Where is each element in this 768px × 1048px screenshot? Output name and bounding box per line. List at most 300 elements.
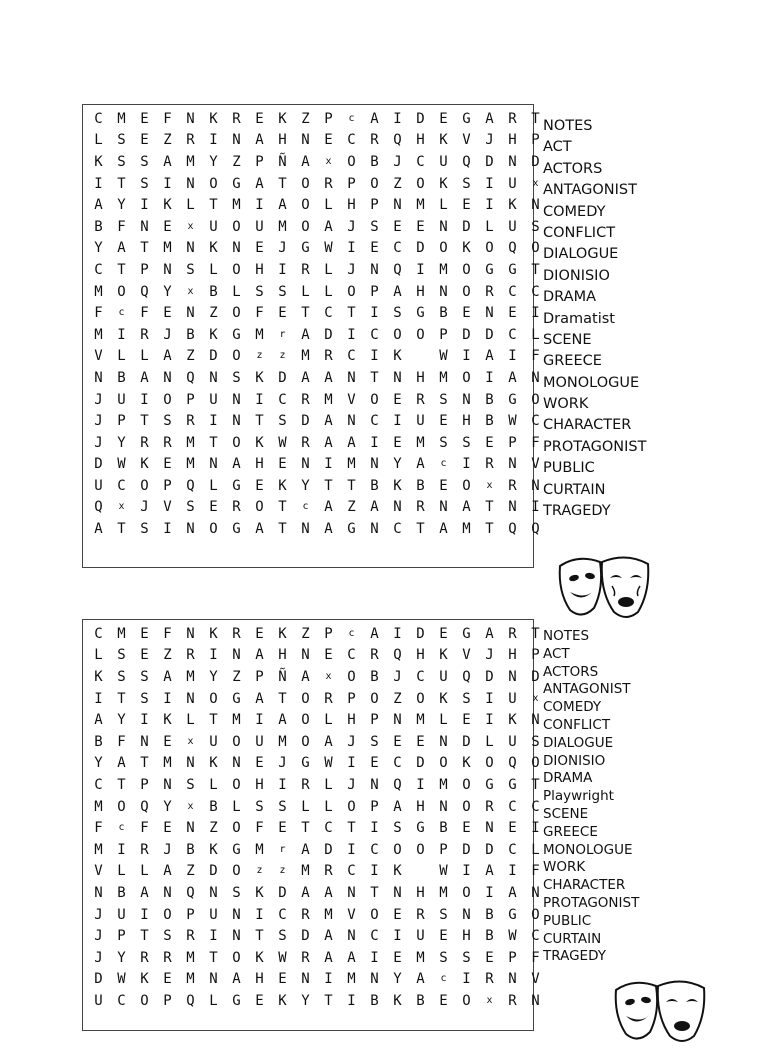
grid-letter: U	[209, 391, 218, 408]
grid-letter: I	[370, 434, 379, 451]
grid-letter: E	[163, 733, 172, 750]
grid-letter: M	[301, 863, 310, 880]
grid-letter: E	[140, 625, 149, 642]
word-list-item: CHARACTER	[543, 417, 632, 434]
grid-letter: Y	[209, 668, 218, 685]
grid-letter: O	[347, 668, 356, 685]
grid-letter: T	[531, 261, 540, 278]
grid-letter: K	[439, 175, 448, 192]
grid-letter: U	[209, 906, 218, 923]
grid-letter: C	[94, 625, 103, 642]
grid-letter: U	[439, 668, 448, 685]
grid-letter: Y	[117, 434, 126, 451]
grid-letter: E	[393, 949, 402, 966]
grid-letter: I	[416, 776, 425, 793]
grid-letter: P	[117, 928, 126, 945]
grid-letter: J	[163, 326, 172, 343]
grid-row	[87, 367, 547, 389]
grid-row	[87, 475, 547, 497]
grid-letter: K	[255, 884, 264, 901]
grid-letter: P	[370, 712, 379, 729]
grid-letter: T	[117, 521, 126, 538]
grid-letter: N	[370, 261, 379, 278]
grid-letter: N	[209, 971, 218, 988]
grid-letter: O	[232, 949, 241, 966]
grid-letter: A	[140, 369, 149, 386]
grid-letter: N	[232, 755, 241, 772]
grid-letter: N	[393, 499, 402, 516]
grid-letter: z	[279, 865, 286, 877]
word-list-item: DRAMA	[543, 289, 597, 306]
grid-letter: K	[209, 110, 218, 127]
grid-letter: T	[140, 413, 149, 430]
grid-letter: M	[439, 884, 448, 901]
grid-letter: I	[324, 456, 333, 473]
grid-letter: H	[416, 132, 425, 149]
grid-letter: C	[278, 391, 287, 408]
grid-letter: I	[324, 971, 333, 988]
grid-letter: O	[462, 776, 471, 793]
grid-row	[87, 947, 547, 969]
grid-letter: Z	[186, 863, 195, 880]
grid-letter: Z	[186, 348, 195, 365]
grid-letter: L	[209, 992, 218, 1009]
grid-letter: T	[416, 521, 425, 538]
grid-letter: J	[347, 218, 356, 235]
grid-row	[87, 904, 547, 926]
grid-letter: G	[416, 820, 425, 837]
grid-letter: c	[118, 822, 125, 834]
grid-letter: P	[324, 625, 333, 642]
grid-letter: L	[117, 863, 126, 880]
grid-letter: W	[278, 949, 287, 966]
grid-letter: O	[439, 755, 448, 772]
grid-letter: I	[462, 971, 471, 988]
grid-letter: Q	[94, 499, 103, 516]
grid-letter: Q	[508, 240, 517, 257]
grid-letter: Q	[462, 153, 471, 170]
grid-letter: L	[232, 798, 241, 815]
grid-letter: R	[324, 863, 333, 880]
grid-letter: B	[485, 906, 494, 923]
grid-letter: M	[439, 776, 448, 793]
grid-letter: P	[439, 841, 448, 858]
grid-letter: C	[531, 928, 540, 945]
grid-letter: Q	[508, 521, 517, 538]
grid-letter: N	[370, 776, 379, 793]
grid-letter: H	[347, 197, 356, 214]
grid-letter: A	[117, 755, 126, 772]
grid-letter: E	[255, 755, 264, 772]
grid-letter: S	[278, 798, 287, 815]
grid-letter: N	[186, 240, 195, 257]
grid-letter: O	[485, 755, 494, 772]
grid-letter: Q	[186, 992, 195, 1009]
grid-letter: I	[485, 369, 494, 386]
grid-letter: M	[186, 949, 195, 966]
grid-letter: L	[324, 712, 333, 729]
grid-letter: A	[255, 647, 264, 664]
grid-letter: D	[485, 326, 494, 343]
grid-letter: P	[163, 992, 172, 1009]
grid-letter: N	[531, 477, 540, 494]
grid-letter: B	[117, 884, 126, 901]
grid-letter: M	[94, 283, 103, 300]
grid-letter: I	[508, 863, 517, 880]
grid-letter: Z	[301, 625, 310, 642]
grid-letter: L	[140, 863, 149, 880]
grid-letter: Y	[117, 949, 126, 966]
grid-letter: M	[416, 197, 425, 214]
grid-letter: E	[508, 820, 517, 837]
grid-row	[87, 774, 547, 796]
grid-letter: C	[278, 906, 287, 923]
grid-letter: I	[485, 712, 494, 729]
grid-letter: T	[485, 499, 494, 516]
grid-letter: J	[393, 153, 402, 170]
grid-letter: S	[278, 928, 287, 945]
grid-letter: N	[140, 218, 149, 235]
grid-letter: D	[324, 326, 333, 343]
grid-letter: E	[255, 992, 264, 1009]
grid-letter: U	[508, 690, 517, 707]
grid-letter: V	[347, 906, 356, 923]
grid-letter: W	[278, 434, 287, 451]
grid-letter: E	[508, 305, 517, 322]
grid-letter: L	[232, 283, 241, 300]
grid-letter: G	[462, 110, 471, 127]
grid-letter: M	[462, 521, 471, 538]
grid-letter: E	[393, 218, 402, 235]
grid-letter: R	[140, 949, 149, 966]
grid-letter: D	[278, 369, 287, 386]
grid-letter: B	[370, 992, 379, 1009]
grid-letter: I	[531, 499, 540, 516]
grid-letter: E	[370, 755, 379, 772]
grid-letter: C	[370, 841, 379, 858]
grid-letter: T	[301, 820, 310, 837]
grid-letter: N	[393, 197, 402, 214]
grid-letter: J	[94, 413, 103, 430]
grid-letter: N	[439, 499, 448, 516]
grid-letter: O	[140, 992, 149, 1009]
grid-letter: G	[508, 261, 517, 278]
grid-letter: R	[416, 391, 425, 408]
grid-letter: I	[209, 413, 218, 430]
grid-letter: N	[393, 884, 402, 901]
grid-letter: O	[232, 863, 241, 880]
grid-letter: C	[324, 305, 333, 322]
grid-letter: G	[485, 776, 494, 793]
grid-letter: E	[140, 110, 149, 127]
grid-letter: L	[324, 283, 333, 300]
grid-letter: L	[324, 197, 333, 214]
grid-letter: M	[324, 391, 333, 408]
grid-letter: A	[232, 971, 241, 988]
grid-letter: I	[255, 906, 264, 923]
grid-letter: N	[347, 413, 356, 430]
grid-letter: O	[347, 283, 356, 300]
grid-letter: B	[416, 992, 425, 1009]
word-list-item: CURTAIN	[543, 930, 602, 947]
grid-letter: N	[462, 391, 471, 408]
grid-letter: T	[531, 110, 540, 127]
grid-letter: N	[232, 906, 241, 923]
grid-letter: U	[94, 477, 103, 494]
grid-letter: D	[531, 153, 540, 170]
grid-letter: O	[531, 755, 540, 772]
grid-letter: Y	[393, 456, 402, 473]
grid-letter: x	[325, 670, 332, 682]
grid-letter: N	[209, 369, 218, 386]
grid-letter: O	[117, 798, 126, 815]
grid-letter: N	[232, 413, 241, 430]
grid-letter: N	[439, 733, 448, 750]
grid-letter: Z	[163, 132, 172, 149]
grid-letter: L	[439, 197, 448, 214]
grid-letter: D	[209, 863, 218, 880]
grid-letter: M	[186, 668, 195, 685]
grid-letter: A	[301, 884, 310, 901]
grid-letter: G	[232, 690, 241, 707]
grid-letter: H	[416, 798, 425, 815]
grid-letter: G	[508, 391, 517, 408]
grid-letter: K	[278, 992, 287, 1009]
grid-letter: B	[485, 928, 494, 945]
grid-letter: Q	[186, 884, 195, 901]
grid-letter: O	[462, 283, 471, 300]
grid-letter: D	[94, 456, 103, 473]
grid-letter: M	[117, 625, 126, 642]
word-list-item: ACT	[543, 139, 572, 156]
grid-letter: C	[508, 798, 517, 815]
grid-letter: R	[324, 348, 333, 365]
grid-letter: Y	[163, 798, 172, 815]
grid-letter: x	[532, 692, 539, 704]
grid-letter: I	[485, 175, 494, 192]
grid-letter: T	[117, 690, 126, 707]
grid-letter: N	[508, 456, 517, 473]
grid-letter: Z	[301, 110, 310, 127]
grid-letter: E	[278, 456, 287, 473]
grid-letter: V	[531, 971, 540, 988]
grid-letter: S	[117, 153, 126, 170]
grid-letter: G	[462, 625, 471, 642]
grid-letter: I	[347, 326, 356, 343]
grid-row	[87, 216, 547, 238]
grid-letter: I	[209, 928, 218, 945]
grid-letter: K	[278, 625, 287, 642]
grid-letter: C	[393, 755, 402, 772]
grid-letter: A	[416, 971, 425, 988]
grid-letter: N	[232, 391, 241, 408]
grid-letter: P	[370, 197, 379, 214]
grid-letter: I	[347, 841, 356, 858]
grid-letter: M	[163, 240, 172, 257]
grid-letter: W	[117, 456, 126, 473]
grid-letter: Q	[393, 132, 402, 149]
grid-letter: x	[187, 800, 194, 812]
grid-letter: T	[278, 175, 287, 192]
grid-letter: F	[140, 305, 149, 322]
grid-letter: N	[186, 175, 195, 192]
grid-letter: E	[209, 499, 218, 516]
grid-letter: P	[324, 110, 333, 127]
grid-letter: B	[94, 218, 103, 235]
grid-letter: N	[232, 928, 241, 945]
grid-row	[87, 969, 547, 991]
grid-letter: H	[508, 647, 517, 664]
grid-letter: I	[370, 820, 379, 837]
grid-letter: G	[232, 992, 241, 1009]
grid-letter: H	[416, 283, 425, 300]
grid-letter: B	[370, 477, 379, 494]
grid-letter: S	[232, 369, 241, 386]
grid-letter: E	[278, 971, 287, 988]
grid-letter: G	[232, 521, 241, 538]
grid-letter: M	[186, 971, 195, 988]
grid-letter: O	[301, 712, 310, 729]
grid-letter: A	[347, 949, 356, 966]
grid-letter: U	[416, 413, 425, 430]
grid-letter: H	[347, 712, 356, 729]
grid-letter: K	[508, 197, 517, 214]
grid-letter: N	[439, 283, 448, 300]
grid-letter: S	[117, 132, 126, 149]
grid-letter: E	[324, 132, 333, 149]
grid-letter: P	[186, 906, 195, 923]
grid-letter: P	[163, 477, 172, 494]
word-list-item: GREECE	[543, 353, 602, 370]
grid-letter: P	[370, 798, 379, 815]
grid-letter: C	[508, 326, 517, 343]
grid-letter: Q	[393, 776, 402, 793]
grid-letter: B	[94, 733, 103, 750]
word-list-item: ACTORS	[543, 663, 599, 680]
grid-letter: O	[209, 175, 218, 192]
grid-letter: O	[232, 305, 241, 322]
grid-letter: T	[347, 305, 356, 322]
word-list-item: MONOLOGUE	[543, 374, 640, 391]
grid-letter: R	[370, 132, 379, 149]
grid-letter: V	[462, 132, 471, 149]
grid-letter: N	[347, 369, 356, 386]
grid-letter: C	[94, 110, 103, 127]
grid-letter: B	[186, 841, 195, 858]
grid-letter: V	[94, 863, 103, 880]
grid-letter: A	[117, 240, 126, 257]
grid-letter: E	[393, 391, 402, 408]
grid-letter: E	[462, 820, 471, 837]
grid-letter: E	[439, 625, 448, 642]
grid-letter: x	[118, 501, 125, 513]
grid-letter: K	[278, 477, 287, 494]
grid-letter: R	[416, 499, 425, 516]
grid-letter: S	[531, 218, 540, 235]
grid-row	[87, 324, 547, 346]
word-list-item: ACT	[543, 645, 570, 662]
grid-letter: L	[186, 712, 195, 729]
grid-letter: R	[186, 132, 195, 149]
grid-row	[87, 688, 547, 710]
grid-letter: K	[393, 477, 402, 494]
grid-letter: O	[370, 391, 379, 408]
grid-row	[87, 302, 547, 324]
grid-letter: A	[94, 712, 103, 729]
grid-letter: N	[232, 647, 241, 664]
grid-letter: D	[485, 153, 494, 170]
grid-letter: O	[370, 175, 379, 192]
grid-row	[87, 346, 547, 368]
grid-letter: O	[531, 391, 540, 408]
grid-letter: A	[301, 668, 310, 685]
grid-letter: E	[140, 647, 149, 664]
grid-letter: C	[416, 668, 425, 685]
grid-letter: r	[279, 328, 286, 340]
grid-letter: K	[209, 326, 218, 343]
grid-letter: D	[462, 326, 471, 343]
grid-letter: R	[485, 283, 494, 300]
grid-letter: L	[324, 798, 333, 815]
grid-letter: O	[209, 690, 218, 707]
word-list-item: SCENE	[543, 805, 589, 822]
grid-letter: O	[301, 197, 310, 214]
grid-letter: S	[278, 413, 287, 430]
grid-letter: F	[531, 434, 540, 451]
grid-letter: L	[140, 348, 149, 365]
grid-letter: A	[301, 153, 310, 170]
grid-letter: I	[94, 690, 103, 707]
grid-letter: N	[186, 521, 195, 538]
grid-letter: R	[485, 798, 494, 815]
grid-letter: T	[278, 521, 287, 538]
grid-letter: J	[347, 261, 356, 278]
grid-letter: J	[485, 132, 494, 149]
grid-letter: K	[140, 456, 149, 473]
grid-letter: K	[163, 197, 172, 214]
grid-letter: S	[439, 949, 448, 966]
grid-letter: P	[508, 434, 517, 451]
grid-letter: N	[186, 625, 195, 642]
grid-letter: U	[416, 928, 425, 945]
grid-letter: S	[163, 928, 172, 945]
grid-letter: G	[347, 521, 356, 538]
word-list-item: NOTES	[543, 628, 590, 644]
grid-letter: S	[370, 218, 379, 235]
grid-letter: R	[485, 971, 494, 988]
grid-letter: Z	[347, 499, 356, 516]
grid-letter: R	[232, 499, 241, 516]
grid-letter: D	[324, 841, 333, 858]
grid-letter: T	[347, 820, 356, 837]
grid-letter: J	[278, 240, 287, 257]
grid-letter: K	[209, 841, 218, 858]
grid-letter: V	[462, 647, 471, 664]
theatre-masks-icon	[612, 976, 708, 1048]
grid-letter: O	[301, 218, 310, 235]
grid-letter: H	[416, 369, 425, 386]
word-list-item: COMEDY	[543, 203, 606, 220]
grid-letter: E	[462, 712, 471, 729]
grid-letter: W	[439, 863, 448, 880]
grid-letter: N	[94, 884, 103, 901]
word-list-item: DRAMA	[543, 770, 593, 787]
grid-letter: I	[278, 776, 287, 793]
grid-letter: L	[301, 283, 310, 300]
grid-letter: Z	[393, 175, 402, 192]
grid-letter: A	[94, 521, 103, 538]
grid-letter: N	[531, 712, 540, 729]
